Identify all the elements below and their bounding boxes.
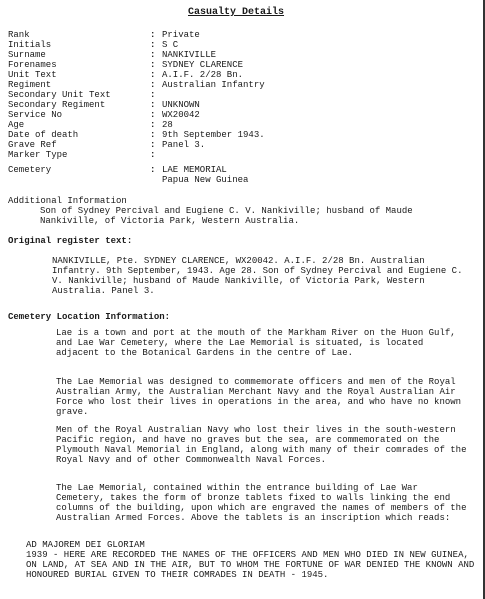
field-value: WX20042 [162, 110, 200, 120]
cemetery-label: Cemetery [8, 165, 52, 175]
field-value: 28 [162, 120, 173, 130]
field-value: 9th September 1943. [162, 130, 265, 140]
field-label: Date of death [8, 130, 79, 140]
original-register-text: NANKIVILLE, Pte. SYDNEY CLARENCE, WX20042. A.I.F. 2/28 Bn. Australian Infantry. 9th September, 1943. Age 28. Son of Sydney Percival and Eugiene C. V. Nankiville; husband of Maude Nankiville, of Victoria Park, Western Australia. Panel 3. [52, 256, 463, 296]
field-label: Rank [8, 30, 30, 40]
cemetery-country: Papua New Guinea [162, 175, 249, 185]
field-value: SYDNEY CLARENCE [162, 60, 244, 70]
field-label: Age [8, 120, 25, 130]
field-value: S C [162, 40, 179, 50]
field-secondary-regiment: Secondary Regiment : UNKNOWN [8, 100, 478, 110]
additional-heading: Additional Information [8, 196, 127, 206]
field-marker-type: Marker Type : [8, 150, 478, 160]
field-initials: Initials : S C [8, 40, 478, 50]
cemetery-location-heading: Cemetery Location Information: [8, 312, 171, 322]
field-label: Regiment [8, 80, 52, 90]
field-secondary-unit-text: Secondary Unit Text : [8, 90, 478, 100]
field-value: Australian Infantry [162, 80, 265, 90]
field-label: Secondary Regiment [8, 100, 106, 110]
field-label: Secondary Unit Text [8, 90, 111, 100]
field-value: A.I.F. 2/28 Bn. [162, 70, 244, 80]
additional-information [8, 196, 478, 226]
field-value: Panel 3. [162, 140, 206, 150]
field-value [162, 150, 478, 160]
field-label: Initials [8, 40, 52, 50]
memorial-inscription: AD MAJOREM DEI GLORIAM 1939 - HERE ARE RECORDED THE NAMES OF THE OFFICERS AND MEN WHO DIED IN NEW GUINEA, ON LAND, AT SEA AND IN THE AIR, BUT TO WHOM THE FORTUNE OF WAR DENIED THE KNOWN AND HONOURED BURIAL GIVEN TO THEIR COMRADES IN DEATH - 1945. [26, 540, 475, 580]
field-rank: Rank : Private [8, 30, 478, 40]
field-date-of-death: Date of death : 9th September 1943. [8, 130, 478, 140]
field-value [162, 90, 478, 100]
field-age: Age : 28 [8, 120, 478, 130]
field-service-no: Service No : WX20042 [8, 110, 478, 120]
location-paragraph: Men of the Royal Australian Navy who lost their lives in the south-western Pacific region, and have no graves but the sea, are commemorated on the Plymouth Naval Memorial in England, along with many of their comrades of the Royal Navy and of other Commonwealth Naval Forces. [56, 425, 467, 465]
field-value: Private [162, 30, 200, 40]
location-paragraph: The Lae Memorial, contained within the entrance building of Lae War Cemetery, takes the form of bronze tablets fixed to walls linking the end columns of the building, upon which are engraved the names of members of the Australian Armed Forces. Above the tablets is an inscription which reads: [56, 483, 467, 523]
field-label: Service No [8, 110, 63, 120]
field-label: Surname [8, 50, 46, 60]
field-surname: Surname : NANKIVILLE [8, 50, 478, 60]
page-title: Casualty Details [188, 7, 285, 18]
location-paragraph: Lae is a town and port at the mouth of the Markham River on the Huon Gulf, and Lae War Cemetery, where the Lae Memorial is situated, is located adjacent to the Botanical Gardens in the centre of Lae. [56, 328, 456, 358]
cemetery-field: Cemetery : LAE MEMORIAL Papua New Guinea [8, 165, 478, 185]
field-unit-text: Unit Text : A.I.F. 2/28 Bn. [8, 70, 478, 80]
field-forenames: Forenames : SYDNEY CLARENCE [8, 60, 478, 70]
field-value: UNKNOWN [162, 100, 200, 110]
cemetery-name: LAE MEMORIAL [162, 165, 227, 175]
location-paragraph: The Lae Memorial was designed to commemorate officers and men of the Royal Australian Army, the Australian Merchant Navy and the Royal Australian Air Force who lost their lives in operations in the area, and who have no known grave. [56, 377, 462, 417]
original-register-heading: Original register text: [8, 236, 133, 246]
additional-text: Son of Sydney Percival and Eugiene C. V. Nankiville; husband of Maude Nankiville, of Victoria Park, Western Australia. [40, 206, 413, 226]
field-value: NANKIVILLE [162, 50, 217, 60]
field-label: Forenames [8, 60, 57, 70]
field-label: Marker Type [8, 150, 68, 160]
field-label: Unit Text [8, 70, 57, 80]
field-label: Grave Ref [8, 140, 57, 150]
field-regiment: Regiment : Australian Infantry [8, 80, 478, 90]
field-grave-ref: Grave Ref : Panel 3. [8, 140, 478, 150]
fields-list [8, 30, 478, 160]
